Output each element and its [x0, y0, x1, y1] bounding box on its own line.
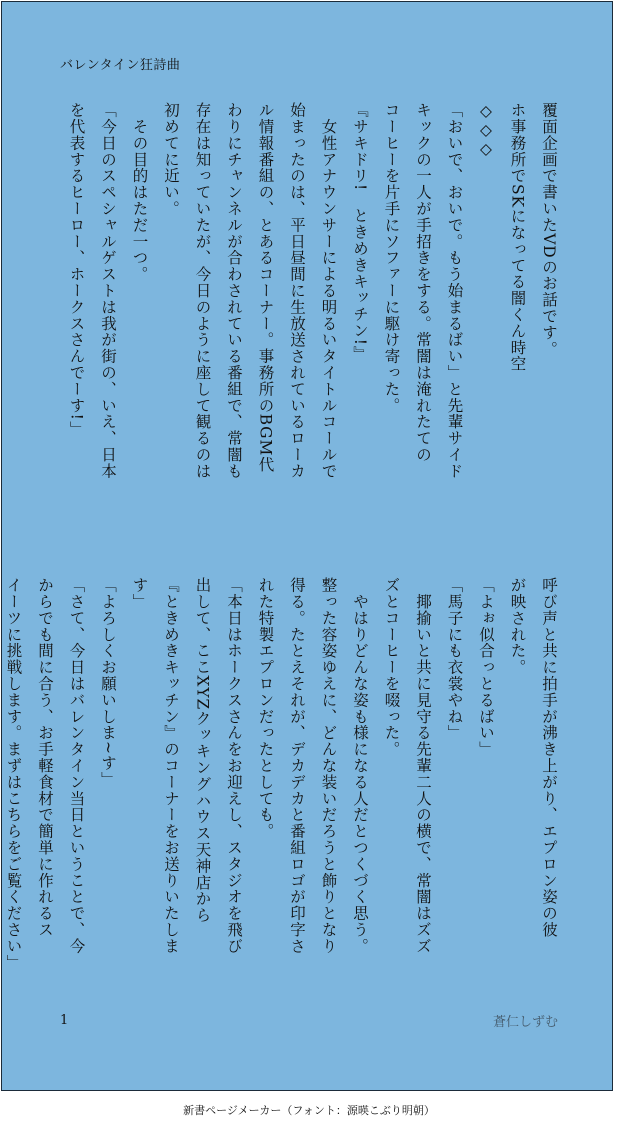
lower-text-block — [4, 577, 564, 989]
text-line: ル情報番組の、とあるコーナー。事務所のBGM代 — [256, 102, 275, 473]
text-line: 「よぉ似合っとるばい」 — [477, 577, 495, 758]
text-line: が映された。 — [508, 577, 527, 676]
text-line: 「おいで、おいで。もう始まるばい」と先輩サイド — [445, 102, 464, 480]
author-name: 蒼仁しずむ — [492, 1015, 558, 1030]
text-line: 存在は知っていたが、今日のように座して観るのは — [193, 102, 212, 480]
generator-credit: 新書ページメーカー（フォント：源暎こぶり明朝） — [183, 1104, 435, 1117]
section-divider-mark: ◇◇◇ — [477, 102, 495, 159]
text-line: キックの一人が手招きをする。常闇は淹れたての — [414, 102, 432, 463]
text-line: 「よろしくお願いしま~す」 — [99, 577, 117, 788]
text-line: イーツに挑戦します。まずはこちらをご覧ください」 — [4, 577, 23, 971]
text-line: 始まったのは、平日昼間に生放送されているローカ — [288, 102, 306, 480]
text-line: ズとコーヒーを啜った。 — [382, 577, 401, 758]
upper-text-block — [59, 102, 564, 500]
text-line: 「馬子にも衣裳やね」 — [445, 577, 464, 741]
text-line: 「さて、今日はバレンタイン当日ということで、今 — [67, 577, 86, 955]
text-line: 初めてに近い。 — [162, 102, 180, 217]
text-line: 得る。たとえそれが、デカデカと番組ロゴが印字さ — [288, 577, 306, 955]
text-line: 「本日はホークスさんをお迎えし、スタジオを飛び — [225, 577, 243, 955]
text-line: 『サキドリ! ときめきキッチン!』 — [351, 102, 369, 363]
text-line: 覆面企画で書いたVDのお話です。 — [540, 102, 558, 358]
text-line: 『ときめきキッチン』のコーナーをお送りいたしま — [162, 577, 180, 955]
text-line: を代表するヒーロー、ホークスさんでーす!」 — [67, 102, 86, 438]
text-line: ホ事務所でSKになってる闇くん時空 — [508, 102, 527, 372]
text-line: わりにチャンネルが合わされている番組で、常闇も — [225, 102, 243, 480]
text-line: れた特製エプロンだったとしても。 — [256, 577, 275, 840]
text-line: コーヒーを片手にソファーに駆け寄った。 — [382, 102, 401, 414]
text-line: 女性アナウンサーによる明るいタイトルコールで — [319, 102, 338, 480]
text-line: す」 — [130, 577, 149, 610]
book-page — [1, 1, 613, 1091]
running-header-title: バレンタイン狂詩曲 — [60, 58, 181, 73]
text-line: 揶揄いと共に見守る先輩二人の横で、常闇はズズ — [414, 577, 432, 955]
text-line: その目的はただ一つ。 — [130, 102, 149, 283]
text-line: 「今日のスペシャルゲストは我が街の、いえ、日本 — [99, 102, 117, 480]
text-line: 整った容姿ゆえに、どんな装いだろうと飾りとなり — [319, 577, 338, 955]
text-line: 出して、ここXYZクッキングハウス天神店から — [193, 577, 212, 924]
page-number: 1 — [60, 1013, 69, 1028]
text-line: やはりどんな姿も様になる人だとつくづく思う。 — [351, 577, 369, 955]
text-line: 呼び声と共に拍手が沸き上がり、エプロン姿の彼 — [540, 577, 558, 938]
text-line: からでも間に合う、お手軽食材で簡単に作れるス — [36, 577, 54, 938]
